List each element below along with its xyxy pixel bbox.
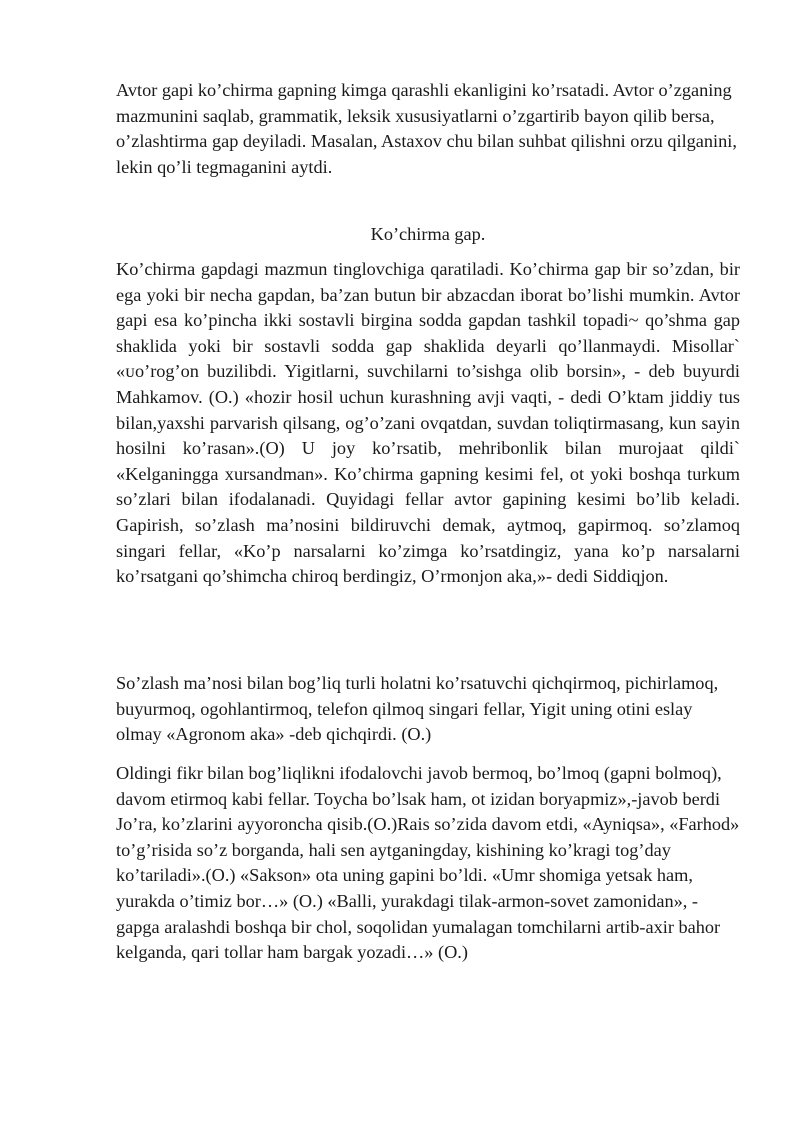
main-paragraph-block	[116, 257, 740, 590]
third-paragraph: So’zlash ma’nosi bilan bog’liq turli holatni ko’rsatuvchi qichqirmoq, pichirlamoq, buyurmoq, ogohlantirmoq, telefon qilmoq singari fellar, Yigit uning otini eslay olmay «Agronom aka» -deb qichqirdi. (O.)	[116, 673, 719, 745]
section-heading: Ko’chirma gap.	[370, 224, 486, 244]
intro-paragraph: Avtor gapi ko’chirma gapning kimga qarashli ekanligini ko’rsatadi. Avtor o’zganing mazmunini saqlab, grammatik, leksik xususiyatlarni o’zgartirib bayon qilib bersa, o’zlashtirma gap deyiladi. Masalan, Astaxov chu bilan suhbat qilishni orzu qilganini, lekin qo’li tegmaganini aytdi.	[116, 80, 737, 177]
fourth-paragraph: Oldingi fikr bilan bog’liqlikni ifodalovchi javob bermoq, bo’lmoq (gapni bolmoq), davom etirmoq kabi fellar. Toycha bo’lsak ham, ot izidan boryapmiz»,-javob berdi Jo’ra, ko’zlarini ayyoroncha qisib.(O.)Rais so’zida davom etdi, «Ayniqsa», «Farhod» to’g’risida so’z borganda, hali sen aytganingday, kishining ko’kragi tog’day ko’tariladi».(O.) «Sakson» ota uning gapini bo’ldi. «Umr shomiga yetsak ham, yurakda o’timiz bor…» (O.) «Balli, yurakdagi tilak-armon-sovet zamonidan», - gapga aralashdi boshqa bir chol, soqolidan yumalagan tomchilarni artib-axir bahor kelganda, qari tollar ham bargak yozadi…» (O.)	[116, 763, 740, 963]
third-paragraph-block	[116, 671, 740, 748]
main-paragraph: Ko’chirma gapdagi mazmun tinglovchiga qaratiladi. Ko’chirma gap bir so’zdan, bir ega yoki bir necha gapdan, ba’zan butun bir abzacdan iborat bo’lishi mumkin. Avtor gapi esa ko’pincha ikki sostavli birgina sodda gapdan tashkil topadi~ qo’shma gap shaklida yoki bir sostavli sodda gap shaklida deyarli qo’llanmaydi. Misollar` «ᴜo’rog’on buzilibdi. Yigitlarni, suvchilarni to’sishga olib borsin», - deb buyurdi Mahkamov. (O.) «hozir hosil uchun kurashning avji vaqti, - dedi O’ktam jiddiy tus bilan,yaxshi parvarish qilsang, og’o’zani ovqatdan, suvdan toliqtirmasang, kun sayin hosilni ko’rasan».(O) U joy ko’rsatib, mehribonlik bilan murojaat qildi` «Kelganingga xursandman». Ko’chirma gapning kesimi fel, ot yoki boshqa turkum so’zlari bilan ifodalanadi. Quyidagi fellar avtor gapining kesimi bo’lib keladi. Gapirish, so’zlash ma’nosini bildiruvchi demak, aytmoq, gapirmoq. so’zlamoq singari fellar, «Ko’p narsalarni ko’zimga ko’rsatdingiz, yana ko’p narsalarni ko’rsatgani qo’shimcha chiroq berdingiz, O’rmonjon aka,»- dedi Siddiqjon.	[116, 259, 740, 587]
fourth-paragraph-block	[116, 761, 740, 966]
intro-paragraph-block	[116, 78, 740, 180]
